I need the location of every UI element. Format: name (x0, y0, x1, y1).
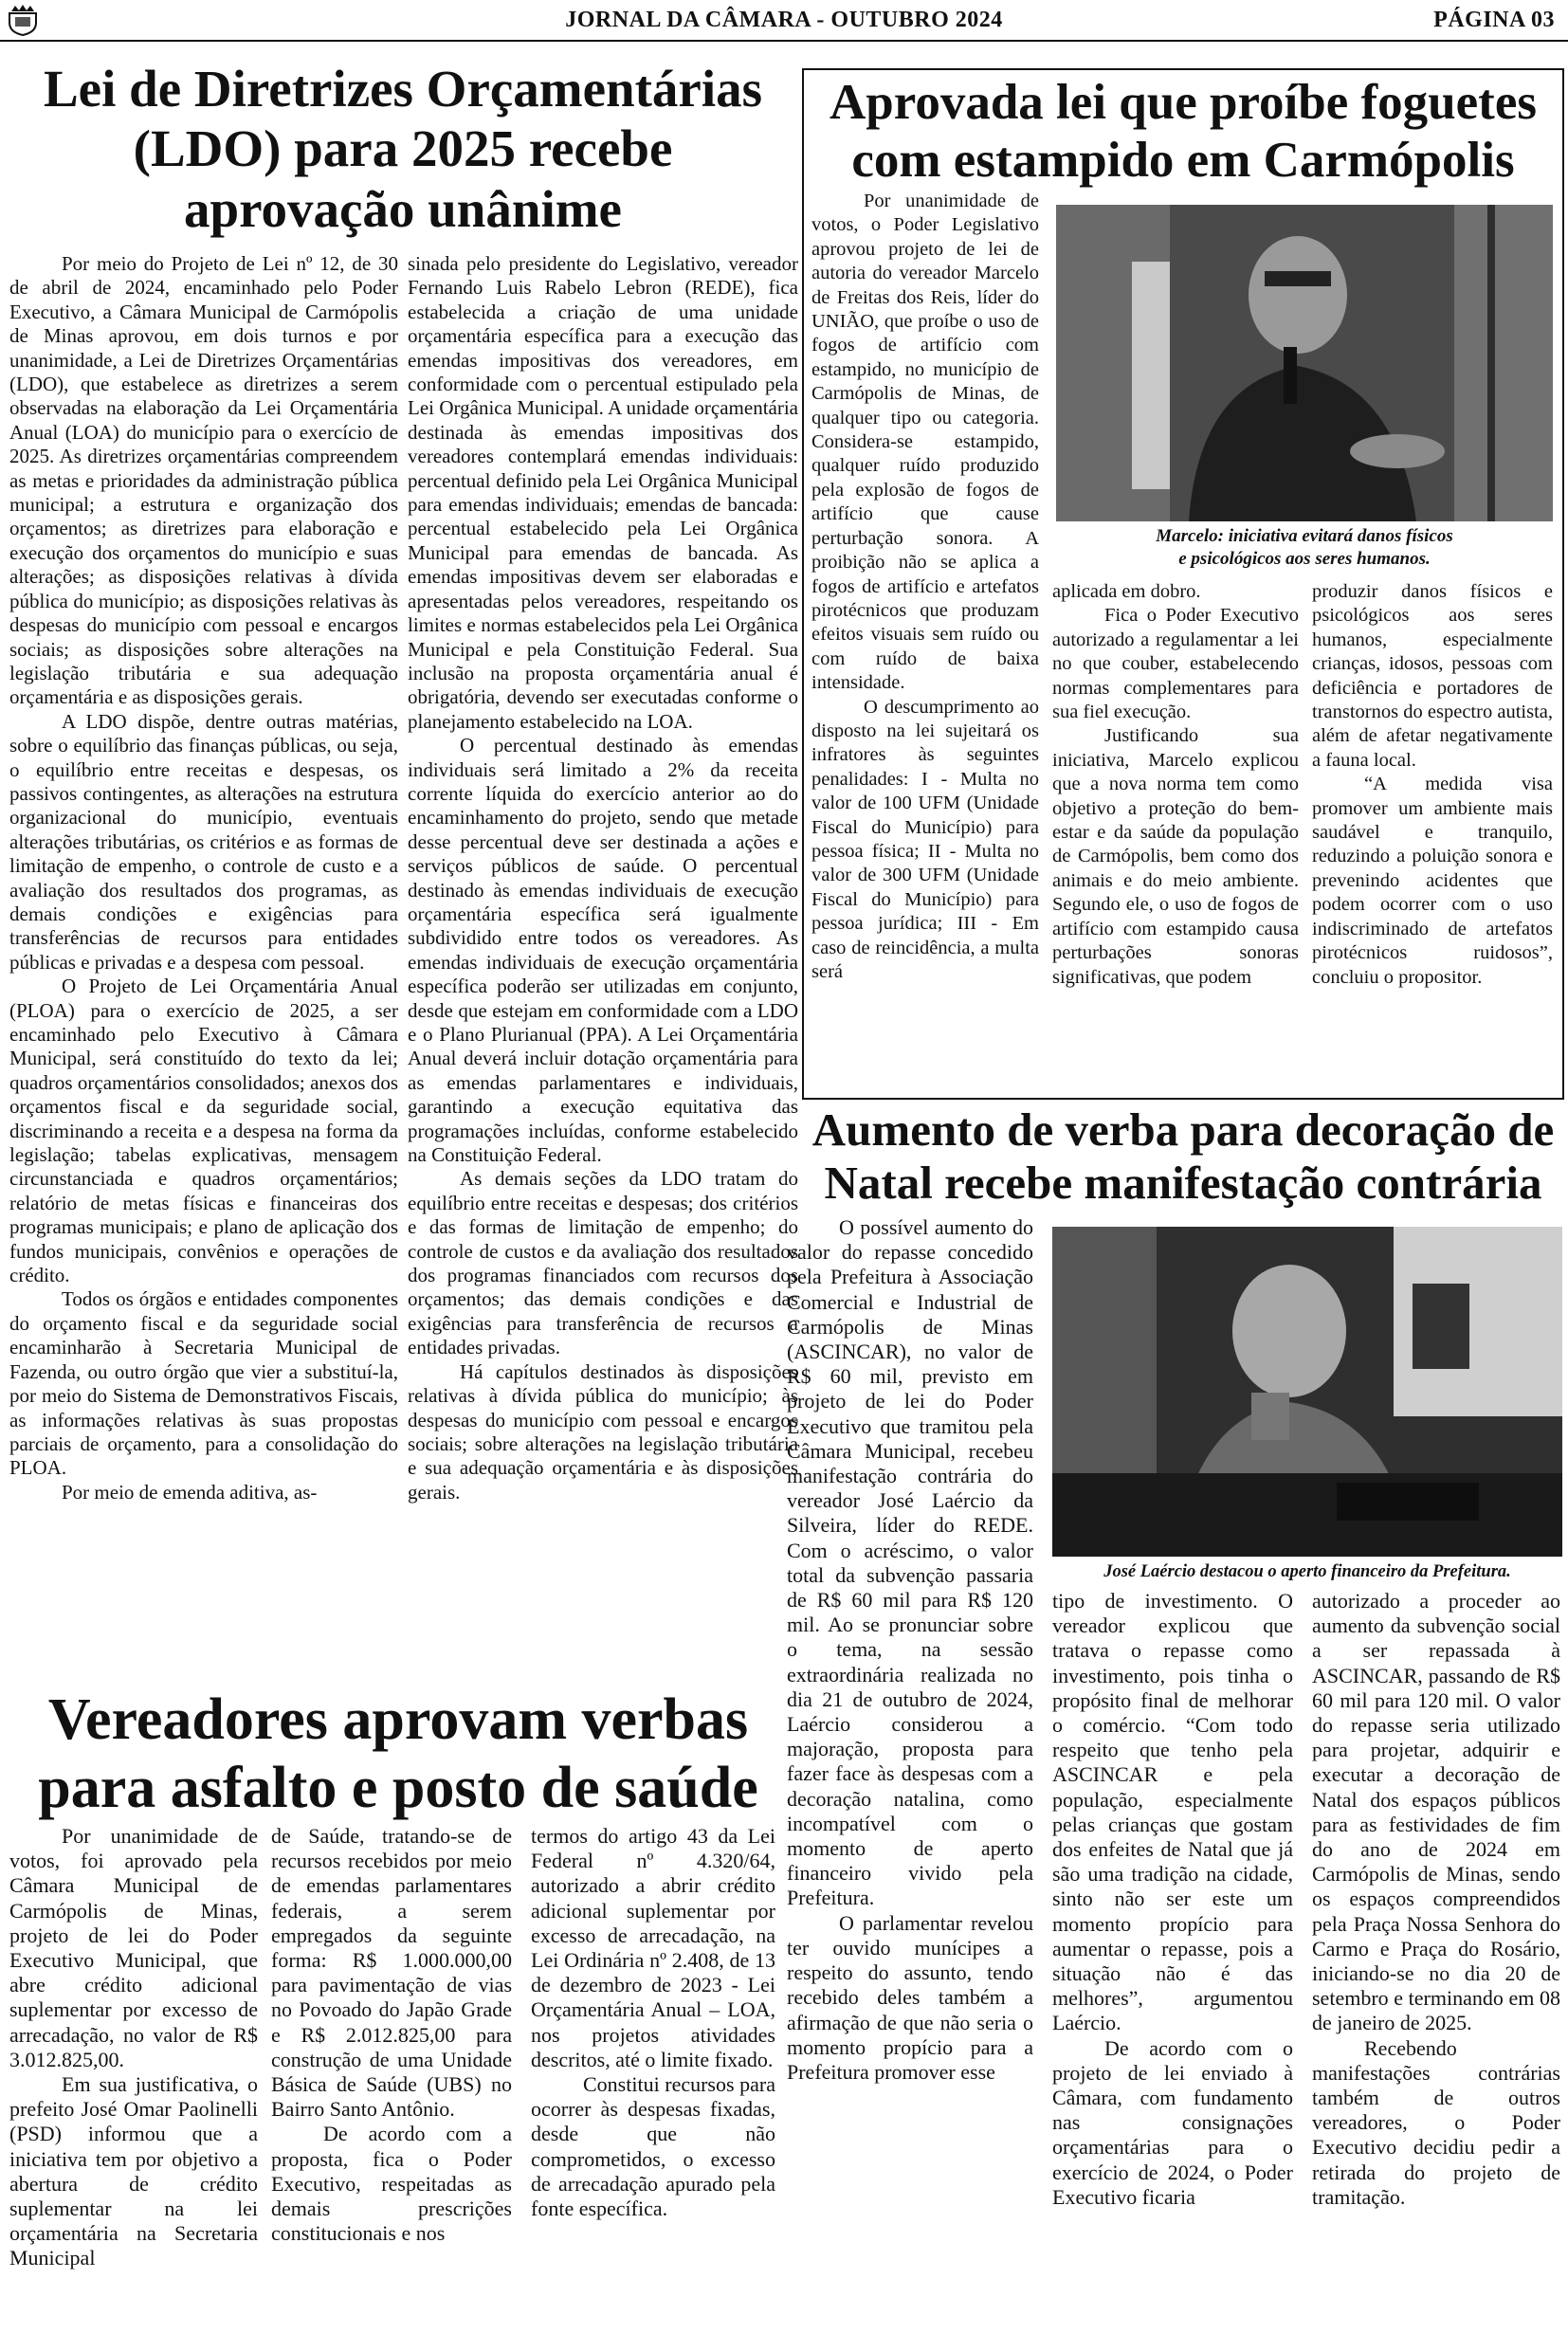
natal-paragraph: O parlamentar revelou ter ouvido munícipes a respeito do assunto, tendo recebido deles também a afirmação de que não seria o momento propício para a Prefeitura promover esse (787, 1910, 1033, 2084)
foguetes-headline: Aprovada lei que proíbe foguetes com estampido em Carmópolis (830, 75, 1537, 188)
natal-column-a (787, 1215, 1033, 2349)
natal-paragraph: tipo de investimento. O vereador explicou que tratava o repasse como investimento, pois tinha o propósito final de melhorar o comércio. “Com todo respeito que tenho pela ASCINCAR e pela população, especialmente pelas crianças que gostam dos enfeites de Natal que já são uma tradição na cidade, sinto não ser este um momento propício para aumentar o repasse, pois a situação não é das melhores”, argumentou Laércio. (1052, 1589, 1293, 2035)
jose-laercio-photo (1052, 1227, 1562, 1557)
foguetes-paragraph: “A medida visa promover um ambiente mais saudável e tranquilo, reduzindo a poluição sonora e prevenindo acidentes que podem ocorrer com o uso indiscriminado de artefatos pirotécnicos ruidosos”, concluiu o propositor. (1312, 774, 1553, 988)
page-number: PÁGINA 03 (1433, 8, 1555, 32)
ldo-column-1 (9, 252, 398, 1684)
asfalto-paragraph: De acordo com a proposta, fica o Poder Executivo, respeitadas as demais prescrições constitucionais e nos (271, 2122, 512, 2246)
foguetes-paragraph: Por unanimidade de votos, o Poder Legislativo aprovou projeto de lei de autoria do vereador Marcelo de Freitas dos Reis, líder do UNIÃO, que proíbe o uso de fogos de artifício com estampido, no município de Carmópolis de Minas, de qualquer tipo ou categoria. Considera-se estampido, qualquer ruído produzido pela explosão de fogos de artifício que cause perturbação sonora. A proibição não se aplica a fogos de artifício e artefatos pirotécnicos que produzam efeitos visuais sem ruído ou com ruído de baixa intensidade. (811, 191, 1039, 694)
ldo-paragraph: As demais seções da LDO tratam do equilíbrio entre receitas e despesas; dos critérios e das formas de limitação de empenho; do controle de custos e da avaliação dos resultados dos programas financiados com recursos dos orçamentos; das demais condições e das exigências para transferência de recursos a entidades privadas. (408, 1167, 798, 1359)
newspaper-title: JORNAL DA CÂMARA - OUTUBRO 2024 (565, 8, 1003, 32)
ldo-paragraph: Todos os órgãos e entidades componentes do orçamento fiscal e da seguridade social encaminharão à Secretaria Municipal de Fazenda, ou outro órgão que vier a substituí-la, por meio do Sistema de Demonstrativos Fiscais, as informações relativas às suas propostas parciais de orçamento, para a consolidação do PLOA. (9, 1287, 398, 1480)
natal-paragraph: autorizado a proceder ao aumento da subvenção social a ser repassada à ASCINCAR, passando de R$ 60 mil para 120 mil. O valor do repasse seria utilizado para projetar, adquirir e executar a decoração de Natal dos espaços públicos para as festividades de fim do ano de 2024 em Carmópolis de Minas, sendo os espaços compreendidos pela Praça Nossa Senhora do Carmo e Praça do Rosário, iniciando-se no dia 20 de setembro e terminando em 08 de janeiro de 2025. (1312, 1589, 1560, 2035)
ldo-paragraph: Por meio do Projeto de Lei nº 12, de 30 de abril de 2024, encaminhado pelo Poder Executivo, a Câmara Municipal de Carmópolis de Minas aprovou, em dois turnos e por unanimidade, a Lei de Diretrizes Orçamentárias (LDO), que estabelece as diretrizes a serem observadas na elaboração da Lei Orçamentária Anual (LOA) do município para o exercício de 2025. As diretrizes orçamentárias compreendem as metas e prioridades da administração pública municipal; a estrutura e organização dos orçamentos; as diretrizes para elaboração e execução dos orçamentos do município e suas alterações; as disposições relativas à dívida pública do município; as disposições relativas às despesas do município com pessoal e encargos sociais; as disposições sobre alterações na legislação tributária e sua adequação orçamentária e as disposições gerais. (9, 252, 398, 709)
asfalto-headline-line: para asfalto e posto de saúde (38, 1756, 758, 1820)
ldo-paragraph: Há capítulos destinados às disposições relativas à dívida pública do município; às despesas do município com pessoal e encargos sociais; sobre alterações na legislação tributária e sua adequação orçamentária e às disposições gerais. (408, 1359, 798, 1504)
marcelo-photo-caption (1050, 525, 1559, 571)
asfalto-headline-line: Vereadores aprovam verbas (47, 1687, 749, 1752)
foguetes-paragraph: O descumprimento ao disposto na lei sujeitará os infratores às seguintes penalidades: I - Multa no valor de 100 UFM (Unidade Fiscal do Município) para pessoa física; II - Multa no valor de 300 UFM (Unidade Fiscal do Município) para pessoa jurídica; III - Em caso de reincidência, a multa será (811, 696, 1039, 982)
ldo-paragraph: O Projeto de Lei Orçamentária Anual (PLOA) para o exercício de 2025, a ser encaminhado pelo Executivo à Câmara Municipal, será constituído do texto da lei; quadros orçamentários consolidados; anexos dos orçamentos fiscal e da seguridade social, discriminando a receita e a despesa na forma da legislação; tabelas explicativas, mensagem circunstanciada e quadros orçamentários; relatório de metas físicas e financeiras dos programas municipais; e plano de aplicação dos fundos municipais, convênios e operações de crédito. (9, 975, 398, 1287)
natal-column-b (1052, 1589, 1293, 2349)
asfalto-paragraph: termos do artigo 43 da Lei Federal nº 4.320/64, autorizado a abrir crédito adicional suplementar por excesso de arrecadação, na Lei Ordinária nº 2.408, de 13 de dezembro de 2023 - Lei Orçamentária Anual – LOA, nos projetos atividades descritos, até o limite fixado. (531, 1824, 775, 2071)
foguetes-paragraph: Fica o Poder Executivo autorizado a regulamentar a lei no que couber, estabelecendo normas complementares para sua fiel execução. (1052, 605, 1299, 723)
foguetes-column-c (1312, 580, 1553, 1086)
marcelo-photo (1056, 205, 1553, 521)
asfalto-paragraph: de Saúde, tratando-se de recursos recebidos por meio de emendas parlamentares federais, a serem empregados da seguinte forma: R$ 1.000.000,00 para pavimentação de vias no Povoado do Japão Grade e R$ 2.012.825,00 para construção de uma Unidade Básica de Saúde (UBS) no Bairro Santo Antônio. (271, 1824, 512, 2122)
asfalto-column-a (9, 1824, 258, 2349)
ldo-column-2 (408, 252, 798, 1684)
asfalto-column-c (531, 1824, 775, 2349)
asfalto-paragraph: Por unanimidade de votos, foi aprovado pela Câmara Municipal de Carmópolis de Minas, projeto de lei do Poder Executivo Municipal, que abre crédito adicional suplementar por excesso de arrecadação, no valor de R$ 3.012.825,00. (9, 1824, 258, 2071)
ldo-paragraph: sinada pelo presidente do Legislativo, vereador Fernando Luis Rabelo Lebron (REDE), fica estabelecida a criação de uma unidade orçamentária específica para a execução das emendas impositivas dos vereadores, em conformidade com o percentual estipulado pela Lei Orgânica Municipal. A unidade orçamentária destinada às emendas impositivas dos vereadores contemplará emendas individuais: percentual definido pela Lei Orgânica Municipal para emendas individuais; emendas de bancada: percentual estabelecido pela Lei Orgânica Municipal para emendas de bancada. As emendas impositivas devem ser elaboradas e apresentadas pelos vereadores, respeitando os limites e normas estabelecidos pela Lei Orgânica Municipal e pela Constituição Federal. Sua inclusão na proposta orçamentária anual é obrigatória, devendo ser executadas conforme o planejamento estabelecido na LOA. (408, 252, 798, 733)
natal-column-c (1312, 1589, 1560, 2349)
ldo-paragraph: Por meio de emenda aditiva, as- (62, 1480, 318, 1504)
foguetes-paragraph: produzir danos físicos e psicológicos aos seres humanos, especialmente crianças, idosos, pessoas com deficiência e portadores de transtornos do espectro autista, além de afetar negativamente a fauna local. (1312, 581, 1553, 771)
foguetes-column-a (811, 190, 1039, 1086)
asfalto-paragraph: Em sua justificativa, o prefeito José Omar Paolinelli (PSD) informou que a iniciativa tem por objetivo a abertura de crédito suplementar na lei orçamentária na Secretaria Municipal (9, 2072, 258, 2270)
caption-line: e psicológicos aos seres humanos. (1178, 549, 1431, 569)
caption-line: Marcelo: iniciativa evitará danos físicos (1156, 526, 1453, 546)
foguetes-paragraph: Justificando sua iniciativa, Marcelo explicou que a nova norma tem como objetivo a proteção do bem-estar e da saúde da população de Carmópolis, bem como dos animais e do meio ambiente. Segundo ele, o uso de fogos de artifício com estampido causa perturbações sonoras significativas, que podem (1052, 725, 1299, 988)
header-rule (0, 40, 1568, 42)
ldo-paragraph: O percentual destinado às emendas individuais será limitado a 2% da receita corrente líquida do exercício anterior ao do encaminhamento do projeto, sendo que metade desse percentual deve ser destinada a ações e serviços públicos de saúde. O percentual destinado às emendas individuais de execução orçamentária específica será igualmente subdividido entre todos os vereadores. As emendas individuais de execução orçamentária específica poderão ser utilizadas em conjunto, desde que estejam em conformidade com a LDO e o Plano Plurianual (PPA). A Lei Orçamentária Anual deverá incluir dotação orçamentária para as emendas parlamentares e individuais, garantindo a execução equitativa das programações incluídas, conforme estabelecido na Constituição Federal. (408, 734, 798, 1167)
natal-paragraph: De acordo com o projeto de lei enviado à Câmara, com fundamento nas consignações orçamentárias para o exercício de 2024, o Poder Executivo ficaria (1052, 2035, 1293, 2209)
asfalto-paragraph: Constitui recursos para ocorrer às despesas fixadas, desde que não comprometidos, o excesso de arrecadação apurado pela fonte específica. (531, 2072, 775, 2221)
natal-paragraph: O possível aumento do valor do repasse concedido pela Prefeitura à Associação Comercial e Industrial de Carmópolis de Minas (ASCINCAR), no valor de R$ 60 mil, previsto em projeto de lei do Poder Executivo que tramitou pela Câmara Municipal, recebeu manifestação contrária do vereador José Laércio da Silveira, líder do REDE. Com o acréscimo, o valor total da subvenção passaria de R$ 60 mil para R$ 120 mil. Ao se pronunciar sobre o tema, na sessão extraordinária realizada no dia 21 de outubro de 2024, Laércio considerou a majoração, proposta para fazer face às despesas com a decoração natalina, como incompatível com o momento de aperto financeiro vivido pela Prefeitura. (787, 1215, 1033, 1910)
jose-laercio-photo-caption: José Laércio destacou o aperto financeiro da Prefeitura. (1103, 1562, 1511, 1581)
foguetes-column-b (1052, 580, 1299, 1086)
ldo-headline: Lei de Diretrizes Orçamentárias (LDO) para 2025 recebe aprovação unânime (43, 60, 763, 238)
natal-paragraph: Recebendo manifestações contrárias também de outros vereadores, o Poder Executivo decidiu pedir a retirada do projeto de tramitação. (1312, 2035, 1560, 2209)
ldo-paragraph: A LDO dispõe, dentre outras matérias, sobre o equilíbrio das finanças públicas, ou seja, o equilíbrio entre receitas e despesas, os passivos contingentes, as alterações na estrutura organizacional do município, eventuais alterações tributárias, os critérios e as formas de limitação de empenho, o controle de custo e a avaliação dos resultados dos programas, as demais condições e exigências para transferências de recursos para entidades públicas e privadas e a despesa com pessoal. (9, 709, 398, 974)
natal-headline: Aumento de verba para decoração de Natal recebe manifestação contrária (811, 1103, 1555, 1210)
asfalto-headline (9, 1686, 787, 1822)
asfalto-column-b (271, 1824, 512, 2349)
foguetes-paragraph: aplicada em dobro. (1052, 581, 1201, 602)
